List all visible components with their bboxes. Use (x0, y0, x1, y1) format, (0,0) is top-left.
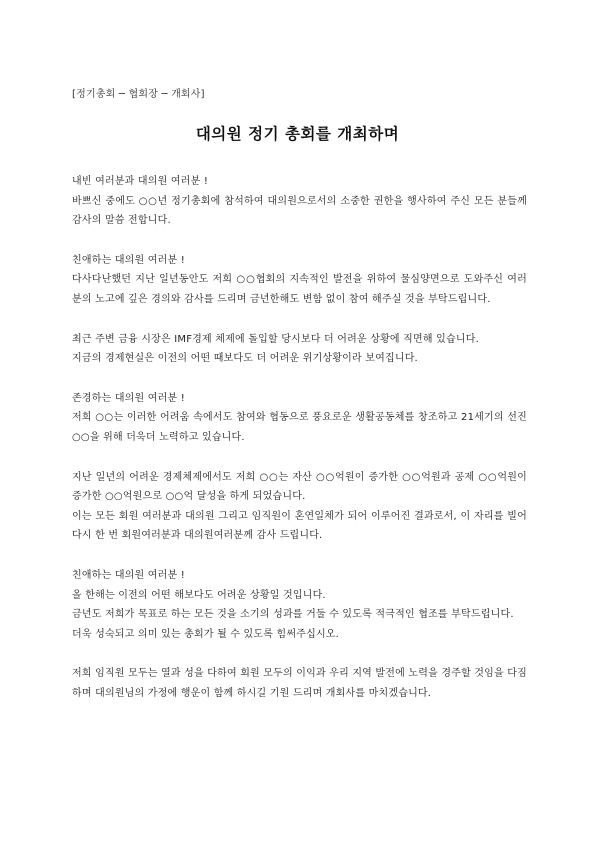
salutation-line: 존경하는 대의원 여러분 ! (72, 392, 185, 404)
paragraph (72, 330, 527, 369)
salutation-line: 친애하는 대의원 여러분 ! (72, 569, 185, 581)
document-title: 대의원 정기 총회를 개최하며 (195, 125, 400, 143)
section-header-label: [정기총회 ─ 협회장 ─ 개회사] (72, 89, 205, 100)
text-line: 저희 임직원 모두는 열과 성을 다하여 회원 모두의 이익과 우리 지역 발전에 노력을 경주할 것임을 다짐하며 대의원님의 가정에 행운이 함께 하시길 기원 드리며 개회사를 마치겠습니다. (72, 668, 527, 699)
text-line: 바쁘신 중에도 ○○년 정기총회에 참석하여 대의원으로서의 소중한 권한을 행사하여 주신 모든 분들께 감사의 말씀 전합니다. (72, 195, 527, 227)
paragraph (72, 251, 527, 310)
paragraph (72, 468, 527, 546)
text-line: 다사다난했던 지난 일년동안도 저희 ○○협회의 지속적인 발전을 위하여 물심양면으로 도와주신 여러분의 노고에 깊은 경의와 감사를 드리며 금년한해도 변함 없이 참여 해주실 것을 부탁드립니다. (72, 274, 527, 305)
paragraph (72, 389, 527, 448)
document-body (72, 172, 527, 723)
salutation-line: 내빈 여러분과 대의원 여러분 ! (72, 176, 209, 187)
paragraph (72, 172, 527, 231)
text-line: 금년도 저희가 목표로 하는 모든 것을 소기의 성과를 거둘 수 있도록 적극적인 협조를 부탁드립니다. (72, 609, 514, 621)
text-line: 이는 모든 회원 여러분과 대의원 그리고 임직원이 혼연일체가 되어 이루어진 결과로서, 이 자리를 빌어 다시 한 번 회원여러분과 대의원여러분께 감사 드립니다. (72, 510, 527, 542)
paragraph (72, 566, 527, 644)
text-line: 지금의 경제현실은 이전의 어떤 때보다도 더 어려운 위기상황이라 보여집니다. (72, 353, 418, 365)
text-line: 지난 일년의 어려운 경제체제에서도 저희 ○○는 자산 ○○억원이 증가한 ○○억원과 공제 ○○억원이 증가한 ○○억원으로 ○○억 달성을 하게 되었습니다. (72, 471, 527, 503)
text-line: 올 한해는 이전의 어떤 해보다도 어려운 상황일 것입니다. (72, 589, 326, 601)
salutation-line: 친애하는 대의원 여러분 ! (72, 254, 185, 266)
paragraph (72, 664, 527, 703)
text-line: 저희 ○○는 이러한 어려움 속에서도 참여와 협동으로 풍요로운 생활공동체를 창조하고 21세기의 선진 ○○을 위해 더욱더 노력하고 있습니다. (72, 412, 527, 443)
text-line: 최근 주변 금융 시장은 IMF경제 체제에 돌입할 당시보다 더 어려운 상황에 직면해 있습니다. (72, 333, 479, 345)
text-line: 더욱 성숙되고 의미 있는 총회가 될 수 있도록 힘써주십시오. (72, 628, 340, 640)
